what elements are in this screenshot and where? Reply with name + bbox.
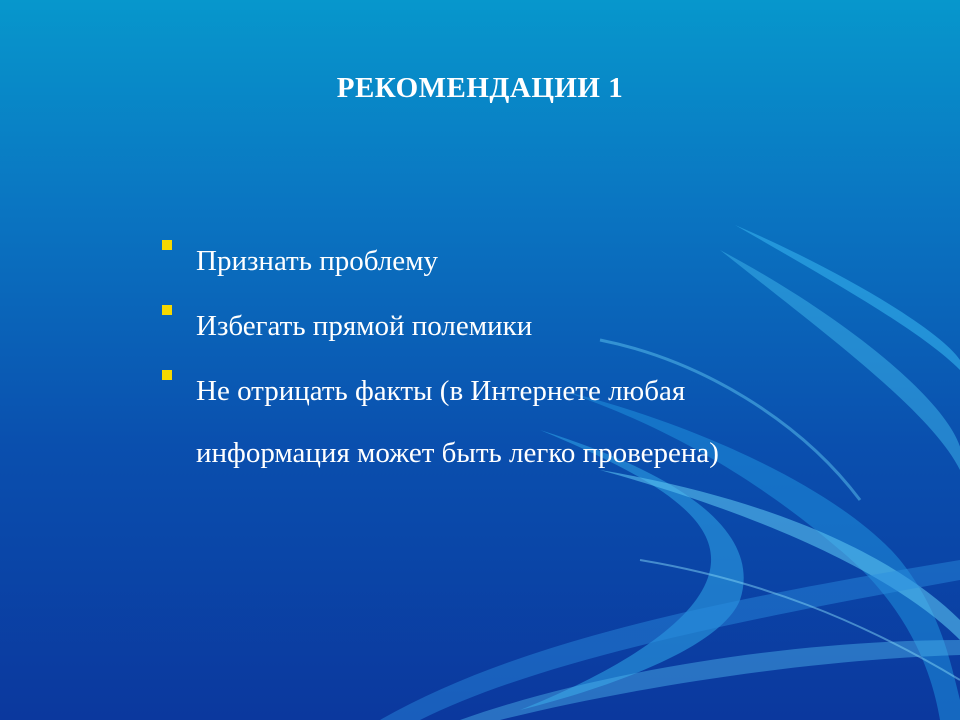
bullet-item bbox=[160, 295, 800, 357]
bullet-text: Не отрицать факты (в Интернете любая информация может быть легко проверена) bbox=[196, 375, 719, 469]
bullet-item bbox=[160, 360, 800, 484]
square-bullet-icon bbox=[162, 305, 172, 315]
bullet-text: Избегать прямой полемики bbox=[196, 310, 533, 342]
square-bullet-icon bbox=[162, 240, 172, 250]
square-bullet-icon bbox=[162, 370, 172, 380]
bullet-item bbox=[160, 230, 800, 292]
slide-title: РЕКОМЕНДАЦИИ 1 bbox=[336, 72, 624, 104]
bullet-list bbox=[160, 230, 800, 487]
bullet-text: Признать проблему bbox=[196, 245, 438, 277]
